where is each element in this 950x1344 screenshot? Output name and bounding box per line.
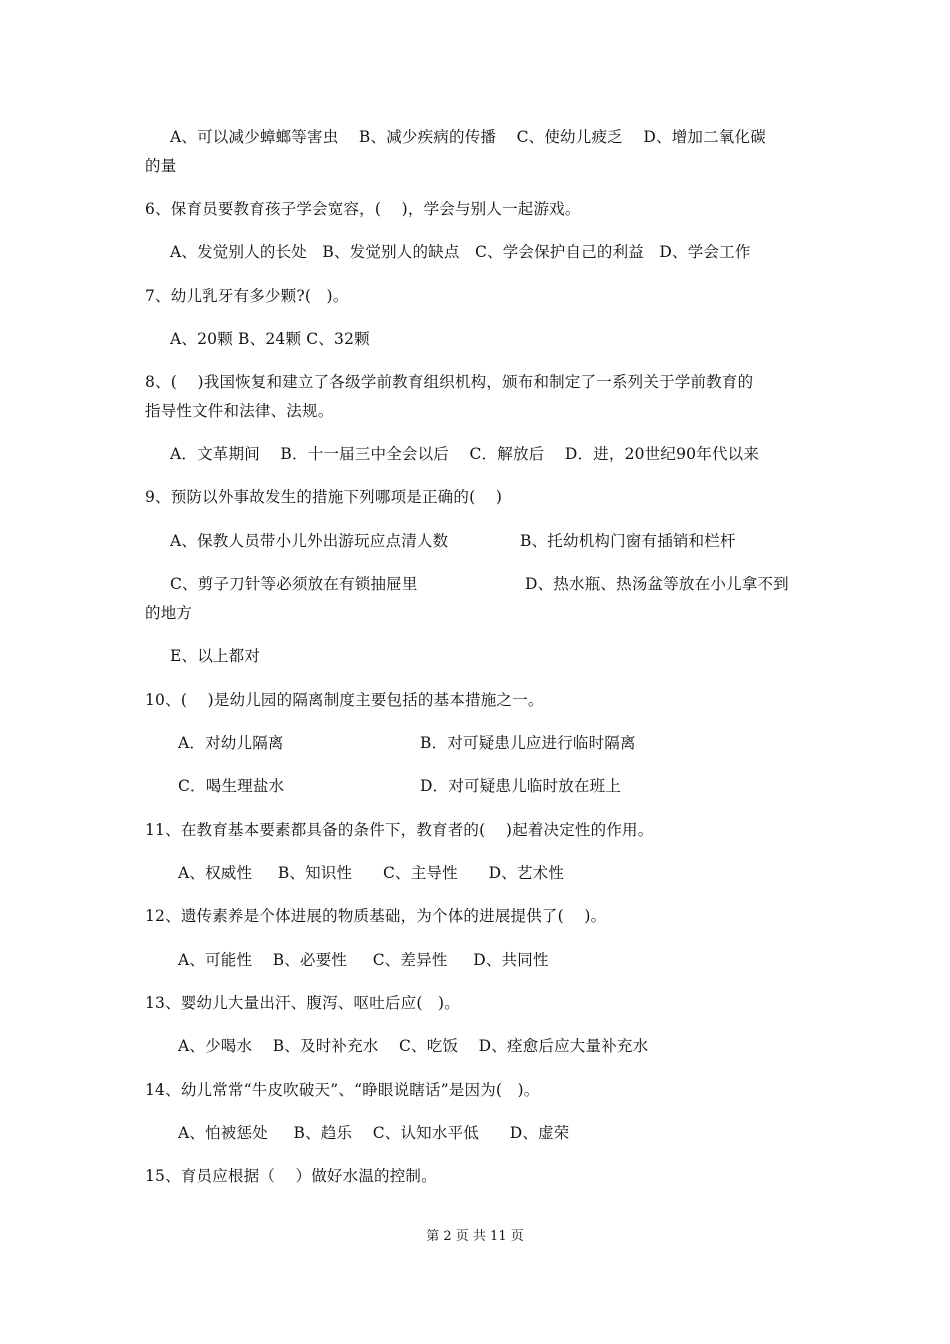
q7-options: A、20颗 B、24颗 C、32颗 [170,330,370,348]
q10-option-a: A．对幼儿隔离 [178,734,284,752]
q9-option-c: C、剪子刀针等必须放在有锁抽屉里 [170,575,418,593]
question-14: 14、幼儿常常“牛皮吹破天”、“睁眼说瞎话”是因为( )。 [145,1081,540,1099]
question-7: 7、幼儿乳牙有多少颗?( )。 [145,287,349,305]
q9-option-e: E、以上都对 [170,647,261,665]
q9-option-b: B、托幼机构门窗有插销和栏杆 [520,532,736,550]
q14-options: A、怕被惩处 B、趋乐 C、认知水平低 D、虚荣 [178,1124,570,1142]
q5-options-line: A、可以减少蟑螂等害虫 B、减少疾病的传播 C、使幼儿疲乏 D、增加二氧化碳 [170,128,766,146]
q12-options: A、可能性 B、必要性 C、差异性 D、共同性 [178,951,549,969]
q10-option-d: D．对可疑患儿临时放在班上 [420,777,622,795]
q5-options-continuation: 的量 [145,157,177,175]
q9-option-d-continuation: 的地方 [145,604,193,622]
question-8: 8、( )我国恢复和建立了各级学前教育组织机构，颁布和制定了一系列关于学前教育的 [145,373,754,391]
question-10: 10、( )是幼儿园的隔离制度主要包括的基本措施之一。 [145,691,544,709]
q13-options: A、少喝水 B、及时补充水 C、吃饭 D、痊愈后应大量补充水 [178,1037,649,1055]
q6-options: A、发觉别人的长处 B、发觉别人的缺点 C、学会保护自己的利益 D、学会工作 [170,243,751,261]
page-footer: 第 2 页 共 11 页 [426,1229,524,1244]
q8-options: A．文革期间 B．十一届三中全会以后 C．解放后 D．进，20世纪90年代以来 [170,445,760,463]
q11-options: A、权威性 B、知识性 C、主导性 D、艺术性 [178,864,565,882]
question-13: 13、婴幼儿大量出汗、腹泻、呕吐后应( )。 [145,994,460,1012]
question-9: 9、预防以外事故发生的措施下列哪项是正确的( ) [145,488,503,506]
question-8-continuation: 指导性文件和法律、法规。 [145,402,334,420]
q9-option-a: A、保教人员带小儿外出游玩应点清人数 [170,532,449,550]
q10-option-b: B．对可疑患儿应进行临时隔离 [420,734,636,752]
q9-option-d: D、热水瓶、热汤盆等放在小儿拿不到 [525,575,789,593]
question-6: 6、保育员要教育孩子学会宽容，( )，学会与别人一起游戏。 [145,200,581,218]
question-11: 11、在教育基本要素都具备的条件下，教育者的( )起着决定性的作用。 [145,821,654,839]
question-12: 12、遗传素养是个体进展的物质基础，为个体的进展提供了( )。 [145,907,607,925]
q10-option-c: C．喝生理盐水 [178,777,285,795]
question-15: 15、育员应根据（ ）做好水温的控制。 [145,1167,437,1185]
